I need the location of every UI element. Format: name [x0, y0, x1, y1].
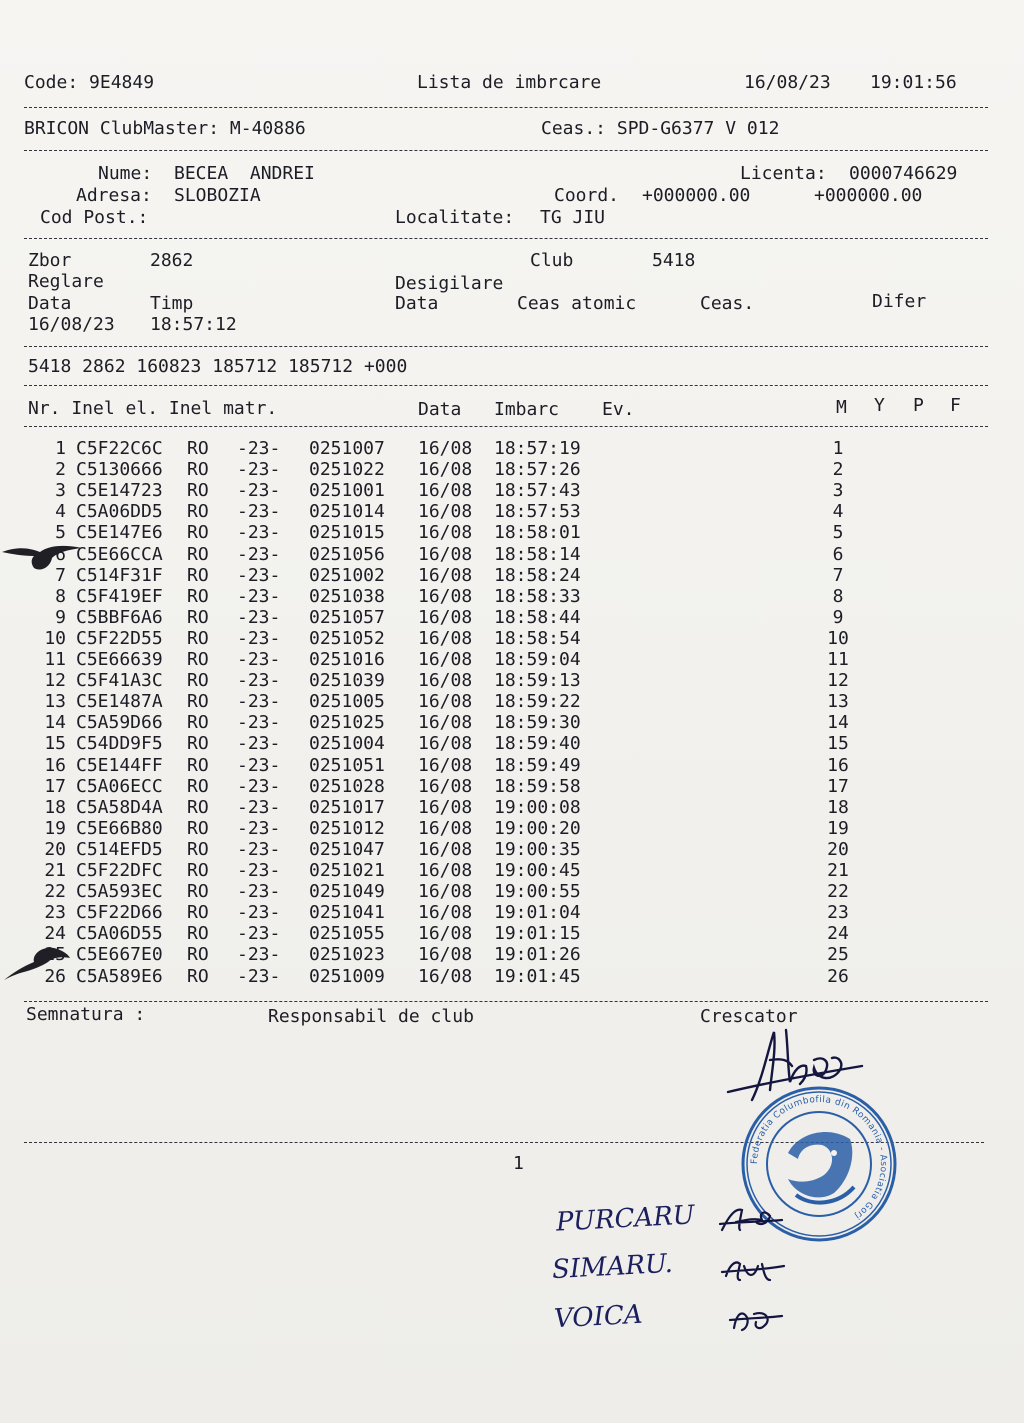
table-row — [0, 797, 1000, 818]
ring-country: RO — [187, 627, 209, 649]
ring-country: RO — [187, 902, 209, 924]
arrival-time: 18:59:04 — [494, 649, 581, 670]
ceas-atomic-label: Ceas atomic — [517, 293, 637, 314]
ring-year: -23- — [237, 438, 281, 459]
arrival-date: 16/08 — [418, 775, 473, 797]
divider — [24, 1001, 988, 1002]
desigilare-label: Desigilare — [395, 273, 504, 294]
ring-year: -23- — [237, 796, 281, 818]
ring-number: 0251047 — [309, 838, 385, 860]
ring-country: RO — [187, 775, 209, 797]
ring-number: 0251002 — [309, 564, 385, 586]
electronic-ring: C5F22C6C — [76, 438, 163, 459]
arrival-date: 16/08 — [418, 459, 473, 481]
clock-id: Ceas.: SPD-G6377 V 012 — [541, 118, 780, 139]
ring-country: RO — [187, 712, 209, 734]
ring-number: 0251055 — [309, 923, 385, 945]
position-m: 20 — [827, 838, 849, 860]
table-row — [0, 628, 1000, 649]
electronic-ring: C54DD9F5 — [76, 733, 163, 755]
divider — [24, 107, 988, 108]
table-row — [0, 586, 1000, 607]
electronic-ring: C5F22D66 — [76, 902, 163, 924]
data2-label: Data — [395, 293, 439, 314]
electronic-ring: C5F41A3C — [76, 670, 163, 692]
row-number: 3 — [55, 480, 66, 502]
ring-year: -23- — [237, 649, 281, 670]
ring-country: RO — [187, 522, 209, 544]
ring-country: RO — [187, 501, 209, 523]
arrival-time: 18:58:54 — [494, 627, 581, 649]
position-m: 5 — [832, 522, 844, 544]
electronic-ring: C5A06ECC — [76, 775, 163, 797]
arrival-time: 19:01:26 — [494, 944, 581, 966]
arrival-date: 16/08 — [418, 627, 473, 649]
table-row — [0, 902, 1000, 923]
ring-number: 0251023 — [309, 944, 385, 966]
arrival-time: 18:57:19 — [494, 438, 581, 459]
reglare-time: 18:57:12 — [150, 314, 237, 335]
reglare-date: 16/08/23 — [28, 314, 115, 335]
arrival-time: 19:01:15 — [494, 923, 581, 945]
coord-label: Coord. — [554, 185, 620, 206]
divider — [24, 426, 988, 427]
arrival-time: 19:00:20 — [494, 817, 581, 839]
ring-number: 0251017 — [309, 796, 385, 818]
electronic-ring: C5BBF6A6 — [76, 606, 163, 628]
ring-country: RO — [187, 606, 209, 628]
row-number: 18 — [44, 796, 66, 818]
ring-year: -23- — [237, 733, 281, 755]
ring-country: RO — [187, 543, 209, 565]
ring-country: RO — [187, 754, 209, 776]
ring-number: 0251057 — [309, 606, 385, 628]
arrival-date: 16/08 — [418, 965, 473, 987]
divider — [24, 346, 988, 347]
column-header-imbarc: Imbarc — [494, 399, 560, 420]
position-m: 18 — [827, 796, 849, 818]
table-row — [0, 459, 1000, 480]
arrival-date: 16/08 — [418, 754, 473, 776]
ring-number: 0251039 — [309, 670, 385, 692]
table-row — [0, 691, 1000, 712]
position-m: 26 — [827, 965, 849, 987]
owner-locality: TG JIU — [540, 207, 606, 228]
ring-year: -23- — [237, 944, 281, 966]
ring-year: -23- — [237, 522, 281, 544]
ring-number: 0251009 — [309, 965, 385, 987]
owner-address: SLOBOZIA — [174, 185, 261, 206]
coord-y: +000000.00 — [814, 185, 923, 206]
position-m: 14 — [827, 712, 849, 734]
handwritten-name-1: PURCARU — [555, 1200, 696, 1238]
position-m: 8 — [832, 585, 844, 607]
row-number: 9 — [55, 606, 66, 628]
license-label: Licenta: — [740, 163, 827, 184]
position-m: 4 — [832, 501, 844, 523]
position-m: 10 — [827, 627, 849, 649]
ring-number: 0251025 — [309, 712, 385, 734]
locality-label: Localitate: — [395, 207, 515, 228]
address-label: Adresa: — [76, 185, 152, 206]
row-number: 13 — [44, 691, 66, 713]
zbor-value: 2862 — [150, 250, 194, 271]
electronic-ring: C5E66B80 — [76, 817, 163, 839]
ring-country: RO — [187, 944, 209, 966]
ring-number: 0251012 — [309, 817, 385, 839]
club-responsible-label: Responsabil de club — [268, 1006, 474, 1027]
summary-line: 5418 2862 160823 185712 185712 +000 — [28, 356, 408, 377]
arrival-date: 16/08 — [418, 691, 473, 713]
page-number: 1 — [513, 1153, 524, 1174]
ring-number: 0251016 — [309, 649, 385, 670]
arrival-time: 18:58:01 — [494, 522, 581, 544]
ring-country: RO — [187, 838, 209, 860]
table-row — [0, 480, 1000, 501]
ring-number: 0251056 — [309, 543, 385, 565]
arrival-time: 18:59:40 — [494, 733, 581, 755]
ring-country: RO — [187, 649, 209, 670]
position-m: 15 — [827, 733, 849, 755]
name-label: Nume: — [98, 163, 153, 184]
row-number: 12 — [44, 670, 66, 692]
row-number: 11 — [44, 649, 66, 670]
row-number: 16 — [44, 754, 66, 776]
row-number: 22 — [44, 881, 66, 903]
electronic-ring: C5E66639 — [76, 649, 163, 670]
table-row — [0, 501, 1000, 522]
code-label: Code: 9E4849 — [24, 72, 155, 93]
table-row — [0, 733, 1000, 754]
difer-label: Difer — [872, 291, 927, 312]
table-row — [0, 544, 1000, 565]
electronic-ring: C5E667E0 — [76, 944, 163, 966]
row-number: 14 — [44, 712, 66, 734]
column-header-f: F — [950, 395, 961, 416]
initials-signature-icon — [726, 1300, 786, 1340]
ring-year: -23- — [237, 775, 281, 797]
electronic-ring: C5F419EF — [76, 585, 163, 607]
position-m: 23 — [827, 902, 849, 924]
ring-country: RO — [187, 670, 209, 692]
divider — [24, 238, 988, 239]
ring-country: RO — [187, 965, 209, 987]
table-row — [0, 565, 1000, 586]
arrival-time: 18:59:30 — [494, 712, 581, 734]
table-row — [0, 944, 1000, 965]
arrival-time: 19:00:55 — [494, 881, 581, 903]
ring-year: -23- — [237, 923, 281, 945]
position-m: 21 — [827, 860, 849, 881]
data-label: Data — [28, 293, 72, 314]
postcode-label: Cod Post.: — [40, 207, 149, 228]
header-date: 16/08/23 — [744, 72, 831, 93]
ring-country: RO — [187, 438, 209, 459]
ring-year: -23- — [237, 501, 281, 523]
club-label: Club — [530, 250, 574, 271]
owner-name: BECEA ANDREI — [174, 163, 315, 184]
electronic-ring: C5A06DD5 — [76, 501, 163, 523]
row-number: 20 — [44, 838, 66, 860]
ring-number: 0251051 — [309, 754, 385, 776]
ring-number: 0251004 — [309, 733, 385, 755]
position-m: 1 — [832, 438, 844, 459]
position-m: 22 — [827, 881, 849, 903]
electronic-ring: C5130666 — [76, 459, 163, 481]
ring-number: 0251022 — [309, 459, 385, 481]
ring-country: RO — [187, 480, 209, 502]
breeder-label: Crescator — [700, 1006, 798, 1027]
table-row — [0, 670, 1000, 691]
ring-country: RO — [187, 881, 209, 903]
ring-country: RO — [187, 733, 209, 755]
arrival-time: 18:57:43 — [494, 480, 581, 502]
table-row — [0, 881, 1000, 902]
row-number: 1 — [55, 438, 66, 459]
arrival-date: 16/08 — [418, 860, 473, 881]
position-m: 24 — [827, 923, 849, 945]
arrival-date: 16/08 — [418, 480, 473, 502]
arrival-date: 16/08 — [418, 796, 473, 818]
arrival-date: 16/08 — [418, 733, 473, 755]
handwritten-name-2: SIMARU. — [551, 1248, 674, 1286]
position-m: 25 — [827, 944, 849, 966]
ring-number: 0251005 — [309, 691, 385, 713]
table-row — [0, 923, 1000, 944]
electronic-ring: C5A59D66 — [76, 712, 163, 734]
ring-year: -23- — [237, 585, 281, 607]
arrival-date: 16/08 — [418, 817, 473, 839]
ring-country: RO — [187, 923, 209, 945]
column-header-nr-inel: Nr. Inel el. Inel matr. — [28, 398, 278, 419]
ring-number: 0251038 — [309, 585, 385, 607]
arrival-time: 18:59:58 — [494, 775, 581, 797]
position-m: 9 — [832, 606, 844, 628]
electronic-ring: C5F22DFC — [76, 860, 163, 881]
electronic-ring: C5E1487A — [76, 691, 163, 713]
row-number: 17 — [44, 775, 66, 797]
table-row — [0, 966, 1000, 987]
ring-year: -23- — [237, 754, 281, 776]
arrival-date: 16/08 — [418, 881, 473, 903]
ring-year: -23- — [237, 817, 281, 839]
table-row — [0, 649, 1000, 670]
arrival-time: 18:57:53 — [494, 501, 581, 523]
table-row — [0, 776, 1000, 797]
svg-text:Federatia Columbofila din Roma: Federatia Columbofila din Romania - Asociatia Gorj — [749, 1094, 889, 1221]
electronic-ring: C5A593EC — [76, 881, 163, 903]
signature-label: Semnatura : — [26, 1004, 146, 1025]
arrival-date: 16/08 — [418, 543, 473, 565]
ring-number: 0251021 — [309, 860, 385, 881]
ring-country: RO — [187, 817, 209, 839]
coord-x: +000000.00 — [642, 185, 751, 206]
ring-year: -23- — [237, 670, 281, 692]
arrival-time: 18:57:26 — [494, 459, 581, 481]
ring-number: 0251001 — [309, 480, 385, 502]
ring-country: RO — [187, 459, 209, 481]
position-m: 7 — [832, 564, 844, 586]
electronic-ring: C5E14723 — [76, 480, 163, 502]
electronic-ring: C514EFD5 — [76, 838, 163, 860]
position-m: 12 — [827, 670, 849, 692]
ring-country: RO — [187, 796, 209, 818]
arrival-time: 18:59:49 — [494, 754, 581, 776]
ring-year: -23- — [237, 838, 281, 860]
ring-country: RO — [187, 585, 209, 607]
position-m: 6 — [832, 543, 844, 565]
ring-year: -23- — [237, 606, 281, 628]
column-header-m: M — [836, 397, 847, 418]
row-number: 7 — [55, 564, 66, 586]
row-number: 21 — [44, 860, 66, 881]
ring-country: RO — [187, 691, 209, 713]
arrival-time: 18:58:14 — [494, 543, 581, 565]
club-value: 5418 — [652, 250, 696, 271]
electronic-ring: C5A589E6 — [76, 965, 163, 987]
table-row — [0, 818, 1000, 839]
arrival-date: 16/08 — [418, 606, 473, 628]
ring-number: 0251015 — [309, 522, 385, 544]
row-number: 6 — [55, 543, 66, 565]
row-number: 26 — [44, 965, 66, 987]
row-number: 5 — [55, 522, 66, 544]
arrival-date: 16/08 — [418, 838, 473, 860]
row-number: 4 — [55, 501, 66, 523]
ring-number: 0251049 — [309, 881, 385, 903]
arrival-date: 16/08 — [418, 649, 473, 670]
table-row — [0, 755, 1000, 776]
divider — [24, 150, 988, 151]
position-m: 17 — [827, 775, 849, 797]
arrival-time: 19:00:35 — [494, 838, 581, 860]
arrival-time: 18:59:22 — [494, 691, 581, 713]
initials-signature-icon — [716, 1200, 786, 1240]
ring-year: -23- — [237, 691, 281, 713]
arrival-date: 16/08 — [418, 923, 473, 945]
electronic-ring: C5E147E6 — [76, 522, 163, 544]
pen-mark-icon — [2, 944, 74, 984]
table-row — [0, 712, 1000, 733]
timp-label: Timp — [150, 293, 194, 314]
ring-country: RO — [187, 564, 209, 586]
ring-year: -23- — [237, 902, 281, 924]
ring-year: -23- — [237, 860, 281, 881]
row-number: 15 — [44, 733, 66, 755]
ring-number: 0251028 — [309, 775, 385, 797]
arrival-date: 16/08 — [418, 564, 473, 586]
initials-signature-icon — [718, 1250, 788, 1290]
row-number: 8 — [55, 585, 66, 607]
ring-year: -23- — [237, 564, 281, 586]
arrival-date: 16/08 — [418, 670, 473, 692]
position-m: 13 — [827, 691, 849, 713]
ring-year: -23- — [237, 459, 281, 481]
arrival-date: 16/08 — [418, 438, 473, 459]
arrival-time: 19:01:45 — [494, 965, 581, 987]
ring-year: -23- — [237, 881, 281, 903]
column-header-data: Data — [418, 399, 462, 420]
electronic-ring: C5A58D4A — [76, 796, 163, 818]
arrival-date: 16/08 — [418, 522, 473, 544]
arrival-date: 16/08 — [418, 712, 473, 734]
position-m: 3 — [832, 480, 844, 502]
column-header-y: Y — [874, 395, 885, 416]
position-m: 2 — [832, 459, 844, 481]
ring-year: -23- — [237, 543, 281, 565]
row-number: 19 — [44, 817, 66, 839]
license-number: 0000746629 — [849, 163, 958, 184]
arrival-date: 16/08 — [418, 902, 473, 924]
clubmaster-id: BRICON ClubMaster: M-40886 — [24, 118, 306, 139]
header-time: 19:01:56 — [870, 72, 957, 93]
ring-number: 0251007 — [309, 438, 385, 459]
ring-number: 0251041 — [309, 902, 385, 924]
arrival-time: 18:59:13 — [494, 670, 581, 692]
table-row — [0, 438, 1000, 459]
electronic-ring: C5E66CCA — [76, 543, 163, 565]
row-number: 2 — [55, 459, 66, 481]
row-number: 24 — [44, 923, 66, 945]
position-m: 16 — [827, 754, 849, 776]
divider — [24, 385, 988, 386]
arrival-date: 16/08 — [418, 585, 473, 607]
row-number: 23 — [44, 902, 66, 924]
arrival-time: 19:01:04 — [494, 902, 581, 924]
electronic-ring: C5A06D55 — [76, 923, 163, 945]
arrival-time: 18:58:33 — [494, 585, 581, 607]
electronic-ring: C5E144FF — [76, 754, 163, 776]
pen-mark-icon — [0, 540, 90, 576]
ring-year: -23- — [237, 965, 281, 987]
table-row — [0, 839, 1000, 860]
ring-number: 0251014 — [309, 501, 385, 523]
arrival-date: 16/08 — [418, 944, 473, 966]
reglare-label: Reglare — [28, 271, 104, 292]
column-header-p: P — [913, 395, 924, 416]
column-header-ev: Ev. — [602, 399, 635, 420]
position-m: 19 — [827, 817, 849, 839]
arrival-time: 19:00:45 — [494, 860, 581, 881]
electronic-ring: C514F31F — [76, 564, 163, 586]
ring-year: -23- — [237, 712, 281, 734]
ring-number: 0251052 — [309, 627, 385, 649]
arrival-time: 18:58:44 — [494, 606, 581, 628]
ring-year: -23- — [237, 480, 281, 502]
ring-country: RO — [187, 860, 209, 881]
row-number: 10 — [44, 627, 66, 649]
zbor-label: Zbor — [28, 250, 72, 271]
arrival-time: 19:00:08 — [494, 796, 581, 818]
document-title: Lista de imbrcare — [417, 72, 602, 93]
ceas-label: Ceas. — [700, 293, 755, 314]
position-m: 11 — [827, 649, 849, 670]
table-row — [0, 522, 1000, 543]
electronic-ring: C5F22D55 — [76, 627, 163, 649]
ring-year: -23- — [237, 627, 281, 649]
table-row — [0, 607, 1000, 628]
handwritten-name-3: VOICA — [553, 1299, 644, 1335]
arrival-date: 16/08 — [418, 501, 473, 523]
arrival-time: 18:58:24 — [494, 564, 581, 586]
table-row — [0, 860, 1000, 881]
